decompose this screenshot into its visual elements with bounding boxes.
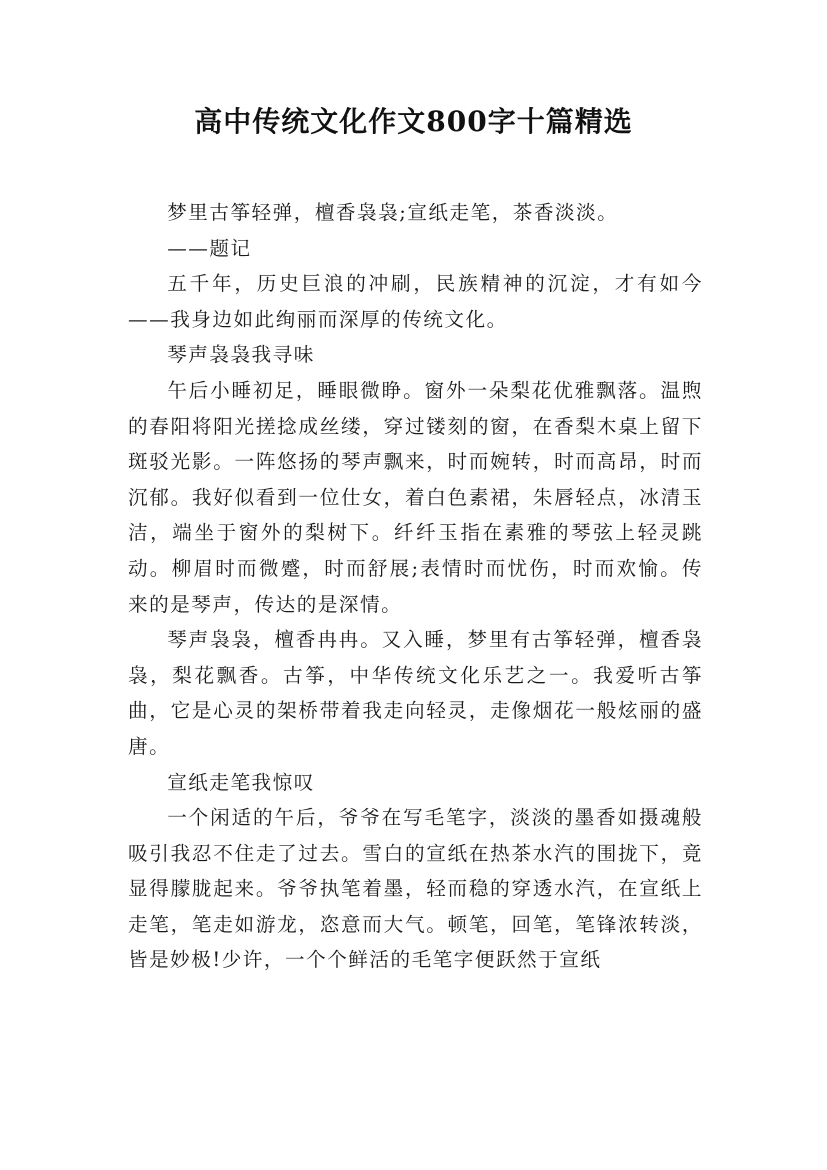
epigraph-attribution: ——题记	[167, 236, 252, 260]
section-heading-xuanzhi: 宣纸走笔我惊叹	[167, 770, 315, 794]
article-body	[128, 195, 703, 978]
intro-paragraph: 五千年，历史巨浪的冲刷，民族精神的沉淀，才有如今——我身边如此绚丽而深厚的传统文化。	[128, 272, 703, 331]
section-heading-qin: 琴声袅袅我寻味	[167, 343, 315, 367]
document-title: 高中传统文化作文800字十篇精选	[194, 105, 633, 138]
paragraph: 一个闲适的午后，爷爷在写毛笔字，淡淡的墨香如摄魂般吸引我忍不住走了过去。雪白的宣纸在热茶水汽的围拢下，竟显得朦胧起来。爷爷执笔着墨，轻而稳的穿透水汽，在宣纸上走笔，笔走如游龙，恣意而大气。顿笔，回笔，笔锋浓转淡，皆是妙极!少许，一个个鲜活的毛笔字便跃然于宣纸	[128, 806, 703, 972]
paragraph: 午后小睡初足，睡眼微睁。窗外一朵梨花优雅飘落。温煦的春阳将阳光搓捻成丝缕，穿过镂刻的窗，在香梨木桌上留下斑驳光影。一阵悠扬的琴声飘来，时而婉转，时而高昂，时而沉郁。我好似看到一位仕女，着白色素裙，朱唇轻点，冰清玉洁，端坐于窗外的梨树下。纤纤玉指在素雅的琴弦上轻灵跳动。柳眉时而微蹙，时而舒展;表情时而忧伤，时而欢愉。传来的是琴声，传达的是深情。	[128, 378, 703, 616]
paragraph: 琴声袅袅，檀香冉冉。又入睡，梦里有古筝轻弹，檀香袅袅，梨花飘香。古筝，中华传统文化乐艺之一。我爱听古筝曲，它是心灵的架桥带着我走向轻灵，走像烟花一般炫丽的盛唐。	[128, 628, 703, 758]
epigraph-line: 梦里古筝轻弹，檀香袅袅;宣纸走笔，茶香淡淡。	[167, 201, 619, 224]
